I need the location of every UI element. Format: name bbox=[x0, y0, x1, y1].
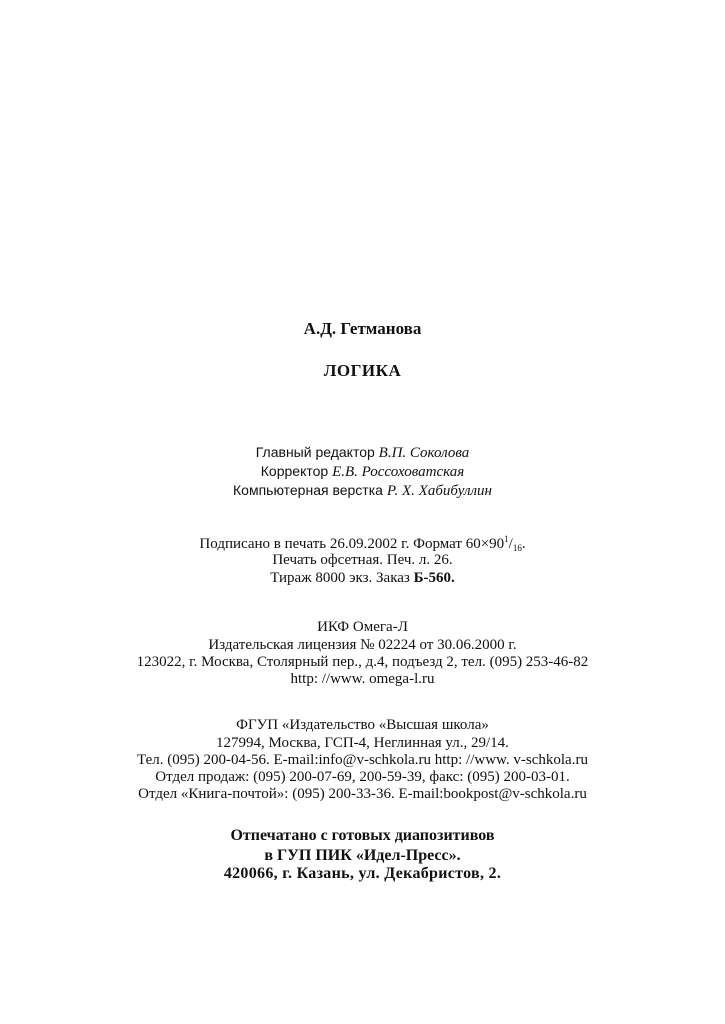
credit-chief-editor bbox=[0, 445, 725, 461]
copublisher-sales: Отдел продаж: (095) 200-07-69, 200-59-39, факс: (095) 200-03-01. bbox=[155, 769, 570, 785]
print-order-number: Б-560. bbox=[413, 570, 455, 586]
format-sub: 16 bbox=[512, 543, 522, 553]
publisher-license: Издательская лицензия № 02224 от 30.06.2000 г. bbox=[208, 637, 517, 653]
format-main: 60×90 bbox=[465, 536, 505, 552]
print-run-text: Тираж 8000 экз. Заказ bbox=[270, 570, 410, 586]
format-sup: 1 bbox=[504, 534, 509, 544]
credit-proofreader bbox=[0, 464, 725, 480]
format-end: . bbox=[521, 536, 526, 552]
printer-line-1: Отпечатано с готовых диапозитивов bbox=[230, 827, 495, 844]
copublisher-mail-order: Отдел «Книга-почтой»: (095) 200-33-36. E-mail:bookpost@v-schkola.ru bbox=[138, 786, 587, 802]
credit-name: В.П. Соколова bbox=[378, 445, 470, 461]
printer-line-3: 420066, г. Казань, ул. Декабристов, 2. bbox=[223, 865, 502, 882]
credit-role: Корректор bbox=[260, 463, 329, 479]
book-author: А.Д. Гетманова bbox=[303, 319, 422, 338]
print-format bbox=[466, 536, 526, 552]
copublisher-contacts: Тел. (095) 200-04-56. E-mail:info@v-schkola.ru http: //www. v-schkola.ru bbox=[137, 752, 588, 768]
publisher-web: http: //www. omega-l.ru bbox=[290, 671, 435, 687]
copublisher-name: ФГУП «Издательство «Высшая школа» bbox=[236, 717, 489, 733]
printer-line-2: в ГУП ПИК «Идел-Пресс». bbox=[264, 847, 461, 864]
print-signed-text: Подписано в печать 26.09.2002 г. Формат bbox=[199, 536, 462, 552]
credit-layout bbox=[0, 483, 725, 499]
credit-role: Компьютерная верстка bbox=[233, 482, 383, 498]
copublisher-address: 127994, Москва, ГСП-4, Неглинная ул., 29/14. bbox=[216, 735, 509, 751]
print-sheets-line: Печать офсетная. Печ. л. 26. bbox=[272, 552, 453, 568]
credit-role: Главный редактор bbox=[255, 444, 375, 460]
publisher-address: 123022, г. Москва, Столярный пер., д.4, подъезд 2, тел. (095) 253-46-82 bbox=[136, 654, 589, 670]
print-signed-line bbox=[0, 535, 725, 553]
book-title: ЛОГИКА bbox=[323, 361, 402, 380]
print-run-line bbox=[0, 571, 725, 586]
credit-name: Р. Х. Хабибуллин bbox=[386, 483, 492, 499]
format-slash: / bbox=[508, 536, 513, 552]
credit-name: Е.В. Россоховатская bbox=[332, 464, 465, 480]
publisher-name: ИКФ Омега-Л bbox=[317, 619, 408, 635]
